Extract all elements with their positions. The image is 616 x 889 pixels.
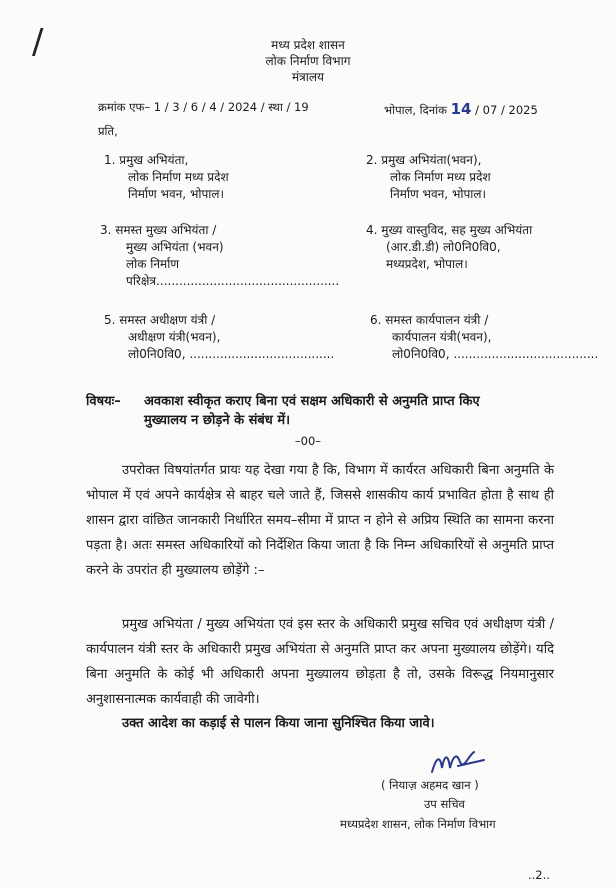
reference-date — [384, 100, 538, 118]
addressee-line: (आर.डी.डी) लो0नि0वि0, — [386, 240, 501, 254]
addressee-line: लो0नि0वि0, ...................................... — [128, 347, 335, 361]
addressee-line: मध्यप्रदेश, भोपाल। — [386, 257, 468, 271]
separator: –00– — [294, 434, 322, 448]
corner-pen-mark: / — [32, 22, 44, 62]
body-paragraph-3: उक्त आदेश का कड़ाई से पालन किया जाना सुनिश्चित किया जावे। — [122, 716, 435, 731]
addressee-1 — [104, 152, 229, 203]
date-place: भोपाल, दिनांक — [384, 103, 447, 117]
addressee-line: 1. प्रमुख अभियंता, — [104, 153, 189, 167]
handwritten-signature — [428, 748, 488, 778]
signatory-designation: उप सचिव — [424, 797, 465, 811]
addressee-line: 6. समस्त कार्यपालन यंत्री / — [370, 313, 489, 327]
addressee-3 — [100, 222, 339, 290]
addressee-4 — [366, 222, 532, 273]
subject-line: मुख्यालय न छोड़ने के संबंध में। — [144, 413, 291, 428]
addressee-line: निर्माण भवन, भोपाल। — [128, 187, 225, 201]
addressee-line: अधीक्षण यंत्री(भवन), — [128, 330, 221, 344]
addressee-line: निर्माण भवन, भोपाल। — [390, 187, 487, 201]
salutation-prati: प्रति, — [98, 124, 118, 138]
date-month-year: / 07 / 2025 — [475, 103, 538, 117]
header-government: मध्य प्रदेश शासन — [271, 38, 345, 52]
signatory-name: ( नियाज़ अहमद खान ) — [381, 778, 479, 792]
addressee-line: लो0नि0वि0, ...................................... — [392, 347, 599, 361]
addressee-line: 3. समस्त मुख्य अभियंता / — [100, 223, 217, 237]
header-department: लोक निर्माण विभाग — [265, 54, 351, 68]
addressee-line: लोक निर्माण मध्य प्रदेश — [128, 170, 229, 184]
signatory-office: मध्यप्रदेश शासन, लोक निर्माण विभाग — [340, 817, 496, 831]
page-number: ..2.. — [528, 868, 550, 882]
addressee-2 — [366, 152, 491, 203]
subject-label: विषयः– — [86, 394, 121, 409]
addressee-6 — [370, 312, 598, 363]
addressee-line: लोक निर्माण — [126, 257, 180, 271]
addressee-line: 5. समस्त अधीक्षण यंत्री / — [104, 313, 216, 327]
addressee-line: 2. प्रमुख अभियंता(भवन), — [366, 153, 482, 167]
body-paragraph-2: प्रमुख अभियंता / मुख्य अभियंता एवं इस स्तर के अधिकारी प्रमुख सचिव एवं अधीक्षण यंत्री / कार्यपालन यंत्री स्तर के अधिकारी प्रमुख अभियंता से अनुमति प्राप्त कर अपना मुख्यालय छोड़ेंगे। यदि बिना अनुमति के कोई भी अधिकारी अपना मुख्यालय छोड़ता है तो, उसके विरूद्ध नियमानुसार अनुशासनात्मक कार्यवाही की जावेगी। — [86, 617, 554, 707]
addressee-line: लोक निर्माण मध्य प्रदेश — [390, 170, 491, 184]
subject-line: अवकाश स्वीकृत कराए बिना एवं सक्षम अधिकारी से अनुमति प्राप्त किए — [144, 394, 480, 409]
header-ministry: मंत्रालय — [291, 70, 324, 84]
addressee-line: कार्यपालन यंत्री(भवन), — [392, 330, 492, 344]
date-day-handwritten: 14 — [450, 100, 472, 118]
addressee-line: मुख्य अभियंता (भवन) — [126, 240, 224, 254]
reference-number: क्रमांक एफ– 1 / 3 / 6 / 4 / 2024 / स्था / 19 — [98, 100, 309, 114]
addressee-line: 4. मुख्य वास्तुविद, सह मुख्य अभियंता — [366, 223, 533, 237]
addressee-5 — [104, 312, 334, 363]
addressee-line: परिक्षेत्र................................................ — [126, 274, 340, 288]
subject-text — [144, 392, 480, 430]
body-paragraph-1: उपरोक्त विषयांतर्गत प्रायः यह देखा गया है कि, विभाग में कार्यरत अधिकारी बिना अनुमति के भोपाल में एवं अपने कार्यक्षेत्र से बाहर चले जाते हैं, जिससे शासकीय कार्य प्रभावित होता है साथ ही शासन द्वारा वांछित जानकारी निर्धारित समय–सीमा में प्राप्त न होने से अप्रिय स्थिति का सामना करना पड़ता है। अतः समस्त अधिकारियों को निर्देशित किया जाता है कि निम्न अधिकारियों से अनुमति प्राप्त करने के उपरांत ही मुख्यालय छोड़ेंगे :– — [86, 463, 554, 578]
